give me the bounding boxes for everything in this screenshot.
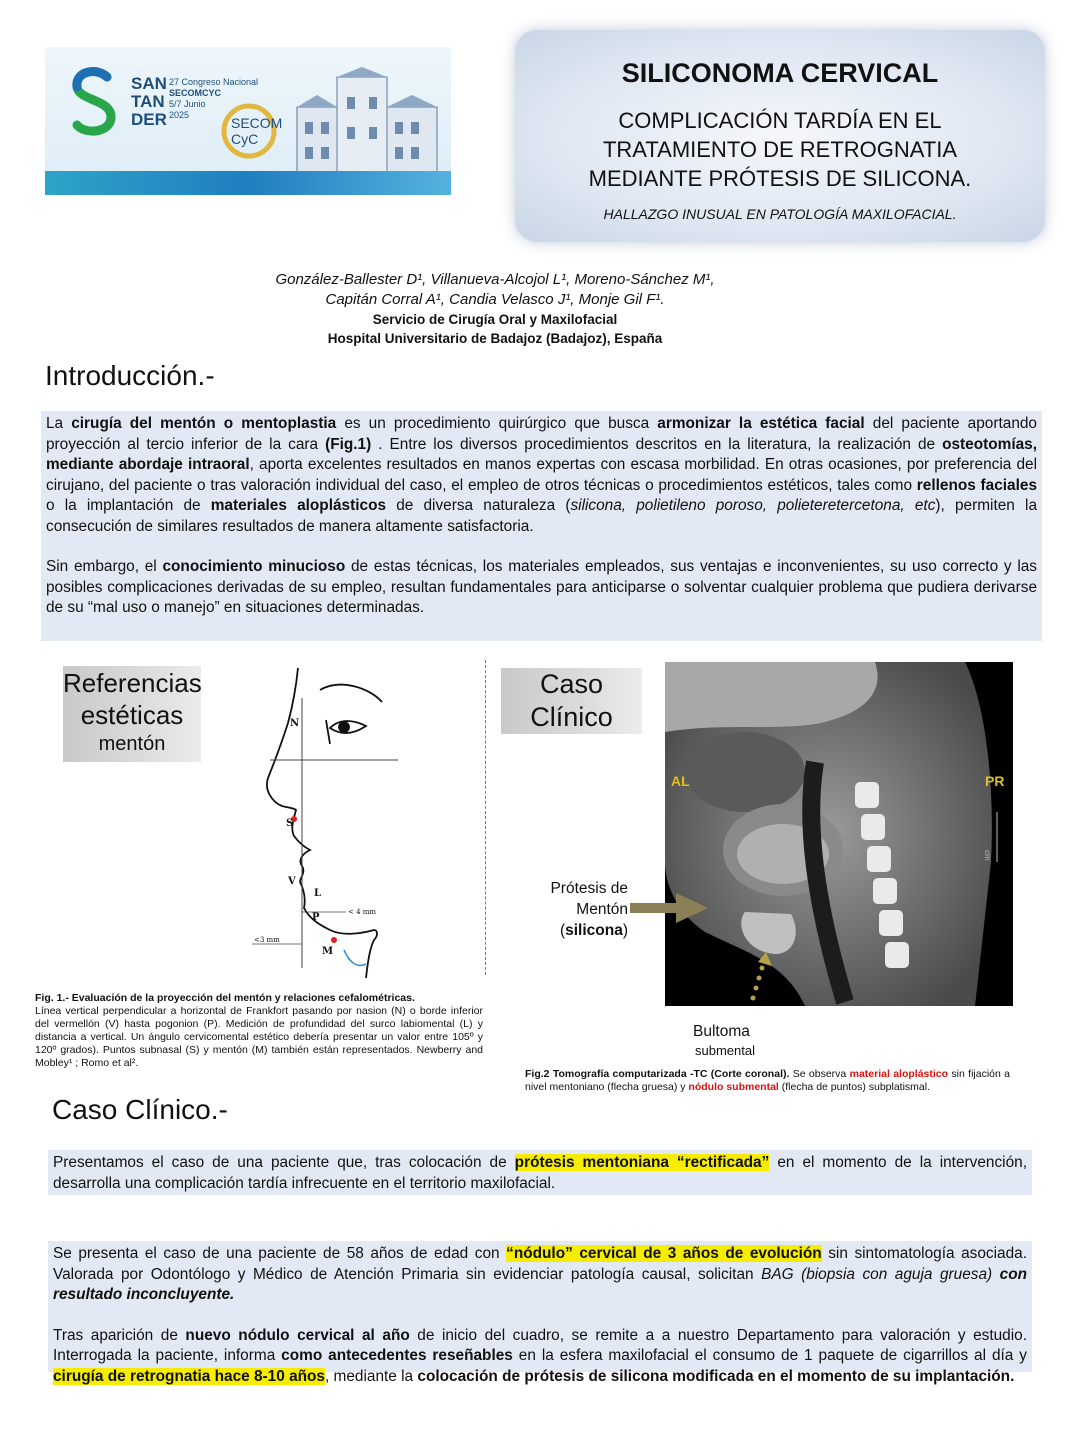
text-run: cirugía de retrognatia hace 8-10 años — [53, 1367, 325, 1385]
text-run: sin sintomatología asociada. Valorada por Odontólogo y Médico de Atención Primaria sin evidenciar patología causal, solicitan — [53, 1245, 1027, 1283]
measure-4mm: < 4 mm — [348, 908, 377, 916]
text-run: Presentamos el caso de una paciente que, tras colocación de — [53, 1154, 515, 1171]
point-n-label: N — [290, 718, 300, 729]
authors-line-1: González-Ballester D¹, Villanueva-Alcojol L¹, Moreno-Sánchez M¹, — [275, 271, 715, 288]
text-run: cirugía del mentón o mentoplastia — [71, 415, 337, 432]
bultoma-label: Bultoma — [693, 1023, 750, 1040]
text-run: BAG (biopsia con aguja gruesa) — [761, 1265, 993, 1283]
text-run: nuevo nódulo cervical al año — [185, 1326, 410, 1344]
text-run: La — [46, 415, 72, 432]
text-run: rellenos faciales — [916, 476, 1037, 494]
ct-scan-graphic — [665, 662, 1013, 1006]
point-s-label: S — [286, 818, 294, 829]
authors-line-2: Capitán Corral A¹, Candia Velasco J¹, Monje Gil F¹. — [325, 291, 665, 308]
congress-banner — [45, 47, 451, 195]
intro-heading: Introducción.- — [45, 360, 215, 391]
prosthesis-label: Prótesis de Mentón (silicona) — [550, 880, 628, 939]
text-run: de inicio del cuadro, se remite a a nuestro Departamento para valoración y estudio. Interrogada la paciente, informa — [53, 1326, 1027, 1364]
intro-paragraph-2 — [46, 557, 1037, 619]
point-p-label: P — [312, 912, 320, 923]
text-run: conocimiento minucioso — [162, 558, 346, 575]
title-box — [515, 30, 1045, 242]
text-run: ), permiten la consecución de similares resultados de manera altamente satisfactoria. — [46, 497, 1038, 535]
text-run: (Fig.1) — [325, 435, 372, 453]
text-run: materiales aloplásticos — [210, 497, 387, 514]
text-run: de diversa naturaleza ( — [386, 497, 571, 514]
point-m-label: M — [322, 946, 334, 957]
chin-profile-diagram — [250, 668, 410, 980]
case-paragraph-2 — [53, 1244, 1027, 1306]
case-paragraph-3 — [53, 1326, 1027, 1388]
text-run: , aporta excelentes resultados en manos expertas con escasa morbilidad. En otras ocasiones, por preferencia del cirujano, del paciente o tras valoración individual del caso, el empleo de otros técnicas o procedimientos estéticos, tales como — [46, 456, 1037, 494]
banner-congress-text: 27 Congreso Nacional SECOMCYC 5/7 Junio 2025 — [169, 77, 259, 120]
intro-paragraph-1 — [46, 414, 1037, 537]
text-run: prótesis mentoniana “rectificada” — [514, 1154, 770, 1171]
case-paragraph-1 — [53, 1153, 1027, 1194]
hospital: Hospital Universitario de Badajoz (Badajoz), España — [327, 331, 663, 346]
text-run: . Entre los diversos procedimientos descritos en la literatura, la realización de — [371, 435, 943, 453]
text-run: osteotomías, mediante abordaje intraoral — [46, 435, 1037, 473]
point-v-label: V — [288, 876, 296, 887]
dotted-arrow-icon — [744, 952, 774, 1004]
intro-text — [41, 411, 1042, 641]
santander-logo-icon — [67, 65, 125, 137]
poster-title: SILICONOMA CERVICAL — [621, 58, 939, 88]
text-run: de estas técnicas, los materiales empleados, sus ventajas e inconvenientes, su uso correcto y las posibles complicaciones derivadas de su empleo, resultan fundamentales para anticiparse o solventar cualquier problema que pudiera derivarse de su “mal uso o manejo” en situaciones determinadas. — [46, 558, 1037, 616]
fig2-caption: Fig.2 Tomografía computarizada -TC (Corte coronal). Se observa material aloplástico sin fijación a nivel mentoniano (flecha gruesa) y nódulo submental (flecha de puntos) subplatismal. — [525, 1068, 1011, 1093]
text-run: o la implantación de — [46, 497, 211, 514]
references-label: Referencias estéticas mentón — [63, 666, 201, 762]
case-intro-text — [48, 1150, 1032, 1195]
text-run: “nódulo” cervical de 3 años de evolución — [506, 1245, 822, 1262]
ct-scan-image — [665, 662, 1013, 1006]
case-detail-text — [48, 1241, 1032, 1385]
column-divider — [485, 660, 486, 975]
poster-note: HALLAZGO INUSUAL EN PATOLOGÍA MAXILOFACIAL. — [603, 206, 957, 222]
poster-subtitle: COMPLICACIÓN TARDÍA EN EL TRATAMIENTO DE RETROGNATIA MEDIANTE PRÓTESIS DE SILICONA. — [588, 108, 972, 191]
text-run: silicona, polietileno poroso, polieteretercetona, etc — [570, 497, 936, 514]
text-run: en la esfera maxilofacial el consumo de 1 paquete de cigarrillos al día y — [512, 1347, 1027, 1364]
case-label: Caso Clínico — [501, 668, 642, 734]
text-run: con resultado inconcluyente. — [53, 1265, 1028, 1303]
text-run: armonizar la estética facial — [657, 415, 865, 432]
ct-pr-label: PR — [985, 773, 1005, 789]
text-run: como antecedentes reseñables — [281, 1347, 513, 1364]
point-l-label: L — [314, 888, 322, 899]
text-run: Sin embargo, el — [46, 558, 163, 575]
text-run: colocación de prótesis de silicona modificada en el momento de su implantación. — [417, 1367, 1015, 1385]
fig1-caption: Fig. 1.- Evaluación de la proyección del mentón y relaciones cefalométricas. Línea vertical perpendicular a horizontal de Frankfort pasando por nasion (N) o borde inferior del vermellón (V) hasta pogonion (P). Medición de profundidad del surco labiomental (L) y distancia a vertical. Un ángulo cervicomental estético debería presentar un valor entre 105º y 120º grados). Puntos subnasal (S) y mentón (M) también están representados. Newberry and Mobley¹ ; Romo et al². — [35, 992, 483, 1069]
text-run: , mediante la — [325, 1367, 418, 1385]
banner-bottom-bar — [45, 171, 451, 195]
text-run: del paciente aportando proyección al tercio inferior de la cara — [46, 415, 1037, 453]
banner-secom-text: SECOM CyC — [231, 115, 283, 147]
case-heading: Caso Clínico.- — [52, 1094, 228, 1125]
measure-3mm: <3 mm — [254, 936, 280, 944]
text-run: Se presenta el caso de una paciente de 58 años de edad con — [53, 1245, 507, 1262]
text-run: Tras aparición de — [53, 1326, 186, 1344]
authors-block — [200, 270, 790, 348]
banner-logo-text: SAN TAN DER — [131, 74, 167, 129]
thick-arrow-icon — [630, 893, 710, 923]
ct-al-label: AL — [671, 773, 690, 789]
ct-scale-label: cm — [983, 850, 992, 861]
palace-illustration — [277, 67, 451, 177]
text-run: es un procedimiento quirúrgico que busca — [336, 415, 658, 432]
department: Servicio de Cirugía Oral y Maxilofacial — [372, 312, 618, 327]
bultoma-sub-label: submental — [695, 1043, 755, 1058]
text-run: en el momento de la intervención, desarrolla una complicación tardía infrecuente en el territorio maxilofacial. — [53, 1154, 1027, 1192]
